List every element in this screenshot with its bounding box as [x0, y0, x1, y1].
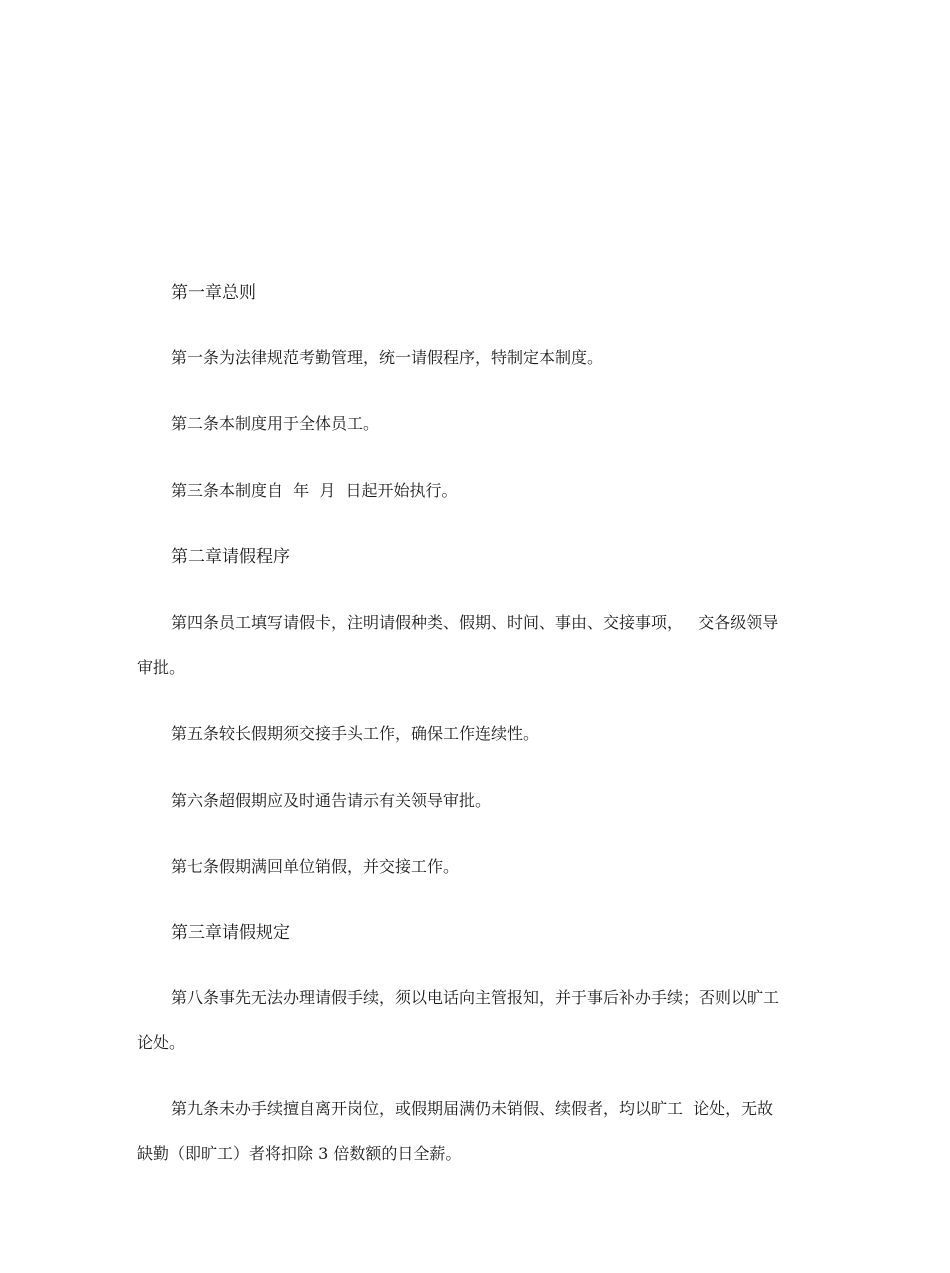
article-4-line-2: 审批。 [137, 658, 186, 677]
article-3: 第三条本制度自 年 月 日起开始执行。 [171, 481, 458, 500]
article-1: 第一条为法律规范考勤管理，统一请假程序，特制定本制度。 [171, 348, 604, 367]
article-2: 第二条本制度用于全体员工。 [171, 414, 380, 433]
chapter-1-title: 第一章总则 [171, 283, 256, 303]
article-9-line-2: 缺勤（即旷工）者将扣除 3 倍数额的日全薪。 [137, 1144, 462, 1163]
chapter-3-title: 第三章请假规定 [171, 923, 290, 943]
article-4-line-1: 第四条员工填写请假卡，注明请假种类、假期、时间、事由、交接事项， 交各级领导 [171, 613, 779, 632]
article-7: 第七条假期满回单位销假，并交接工作。 [171, 857, 460, 876]
article-6: 第六条超假期应及时通告请示有关领导审批。 [171, 791, 492, 810]
article-8-line-2: 论处。 [137, 1033, 186, 1052]
article-9-line-1: 第九条未办手续擅自离开岗位，或假期届满仍未销假、续假者，均以旷工 论处，无故 [171, 1099, 774, 1118]
chapter-2-title: 第二章请假程序 [171, 547, 290, 567]
article-5: 第五条较长假期须交接手头工作，确保工作连续性。 [171, 724, 540, 743]
article-8-line-1: 第八条事先无法办理请假手续，须以电话向主管报知，并于事后补办手续；否则以旷工 [171, 988, 780, 1007]
